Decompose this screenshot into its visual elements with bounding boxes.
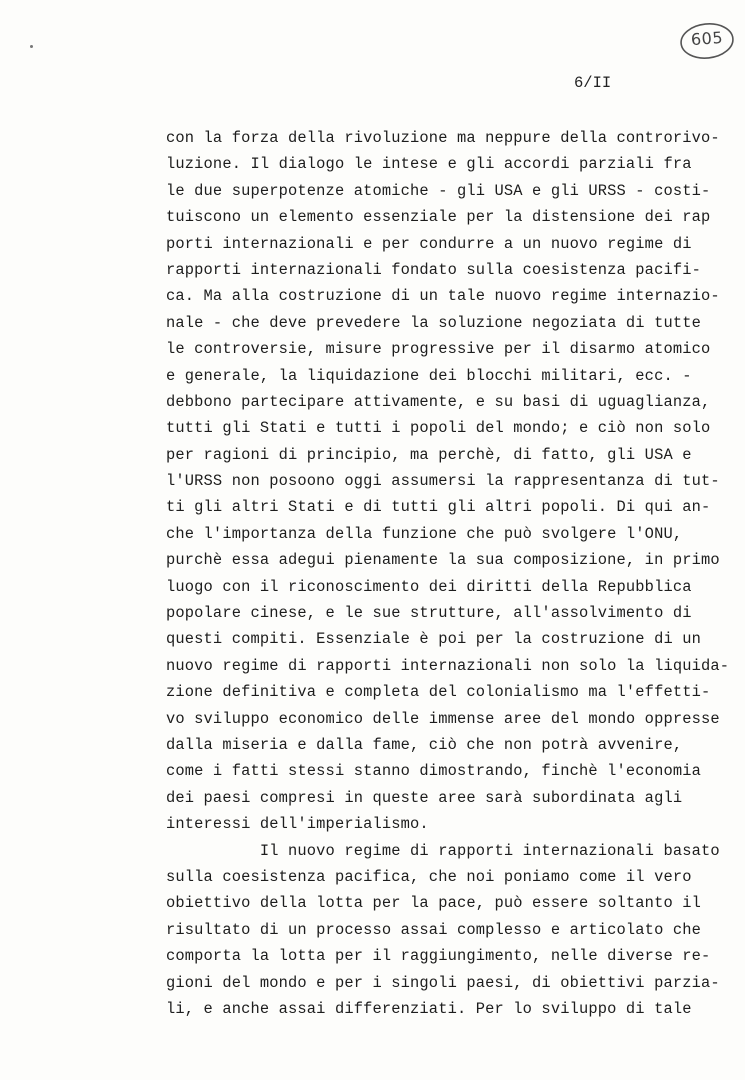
text-line: interessi dell'imperialismo.	[166, 815, 429, 834]
text-line: questi compiti. Essenziale è poi per la costruzione di un	[166, 630, 701, 649]
text-line: le due superpotenze atomiche - gli USA e gli URSS - costi-	[166, 181, 711, 200]
typed-body-text	[166, 125, 730, 1022]
text-line: debbono partecipare attivamente, e su basi di uguaglianza,	[166, 392, 711, 411]
text-line: li, e anche assai differenziati. Per lo sviluppo di tale	[166, 999, 692, 1018]
text-line: risultato di un processo assai complesso e articolato che	[166, 920, 701, 939]
page-speck	[30, 45, 33, 48]
text-line: zione definitiva e completa del colonialismo ma l'effetti-	[166, 683, 711, 702]
text-line: popolare cinese, e le sue strutture, all'assolvimento di	[166, 604, 692, 623]
text-line: sulla coesistenza pacifica, che noi poniamo come il vero	[166, 867, 692, 886]
text-line: purchè essa adegui pienamente la sua composizione, in primo	[166, 551, 720, 570]
text-line: tutti gli Stati e tutti i popoli del mondo; e ciò non solo	[166, 419, 711, 438]
text-line: luogo con il riconoscimento dei diritti della Repubblica	[166, 577, 692, 596]
text-line: luzione. Il dialogo le intese e gli accordi parziali fra	[166, 155, 692, 174]
text-line: nuovo regime di rapporti internazionali non solo la liquida-	[166, 656, 730, 675]
text-line: gioni del mondo e per i singoli paesi, di obiettivi parzia-	[166, 973, 720, 992]
text-line: che l'importanza della funzione che può svolgere l'ONU,	[166, 524, 683, 543]
text-line: come i fatti stessi stanno dimostrando, finchè l'economia	[166, 762, 701, 781]
text-line: rapporti internazionali fondato sulla coesistenza pacifi-	[166, 260, 701, 279]
archive-stamp	[678, 20, 736, 62]
text-line: con la forza della rivoluzione ma neppure della controrivo-	[166, 129, 720, 147]
text-line: ti gli altri Stati e di tutti gli altri popoli. Di qui an-	[166, 498, 711, 517]
text-line: e generale, la liquidazione dei blocchi militari, ecc. -	[166, 366, 692, 385]
text-line: dalla miseria e dalla fame, ciò che non potrà avvenire,	[166, 735, 683, 754]
text-line: comporta la lotta per il raggiungimento, nelle diverse re-	[166, 947, 711, 966]
text-line: per ragioni di principio, ma perchè, di fatto, gli USA e	[166, 445, 692, 464]
text-line: dei paesi compresi in queste aree sarà subordinata agli	[166, 788, 683, 807]
text-line: tuiscono un elemento essenziale per la distensione dei rap	[166, 208, 711, 227]
text-line: Il nuovo regime di rapporti internazionali basato	[166, 841, 720, 860]
page-number: 6/II	[574, 74, 612, 92]
text-line: porti internazionali e per condurre a un nuovo regime di	[166, 234, 692, 253]
text-line: nale - che deve prevedere la soluzione negoziata di tutte	[166, 313, 701, 332]
text-line: ca. Ma alla costruzione di un tale nuovo regime internazio-	[166, 287, 720, 306]
text-line: l'URSS non posoono oggi assumersi la rappresentanza di tut-	[166, 472, 720, 491]
text-line: le controversie, misure progressive per il disarmo atomico	[166, 340, 711, 359]
text-line: obiettivo della lotta per la pace, può essere soltanto il	[166, 894, 701, 913]
archive-stamp-number: 605	[690, 27, 724, 50]
text-line: vo sviluppo economico delle immense aree del mondo oppresse	[166, 709, 720, 728]
